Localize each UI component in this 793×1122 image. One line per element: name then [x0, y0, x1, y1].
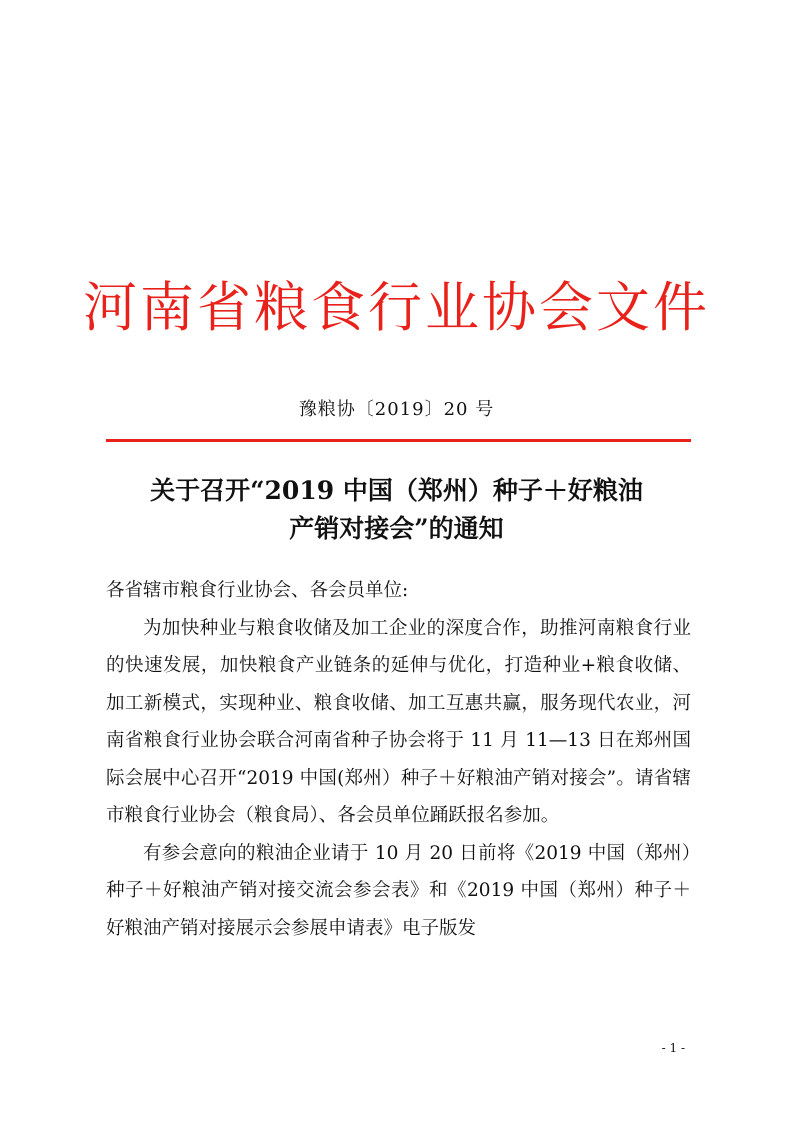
red-divider-line	[106, 439, 691, 442]
page-number: - 1 -	[661, 1041, 685, 1055]
document-header-title: 河南省粮食行业协会文件	[83, 276, 710, 339]
notice-title	[100, 472, 693, 548]
body-paragraph-1: 为加快种业与粮食收储及加工企业的深度合作，助推河南粮食行业的快速发展，加快粮食产业链条的延伸与优化，打造种业+粮食收储、加工新模式，实现种业、粮食收储、加工互惠共赢，服务现代农业，河南省粮食行业协会联合河南省种子协会将于 11 月 11—13 日在郑州国际会展中心召开“2019 中国(郑州）种子＋好粮油产销对接会”。请省辖市粮食行业协会（粮食局）、各会员单位踊跃报名参加。	[106, 617, 691, 826]
notice-body	[106, 572, 691, 947]
body-paragraph-2: 有参会意向的粮油企业请于 10 月 20 日前将《2019 中国（郑州）种子＋好粮油产销对接交流会参会表》和《2019 中国（郑州）种子＋好粮油产销对接展示会参展申请表》电子版发	[106, 842, 691, 939]
notice-title-line-1: 关于召开“2019 中国（郑州）种子＋好粮油	[150, 476, 643, 505]
document-number: 豫粮协〔2019〕20 号	[298, 399, 495, 420]
salutation: 各省辖市粮食行业协会、各会员单位:	[106, 580, 409, 601]
notice-title-line-2: 产销对接会”的通知	[289, 514, 504, 543]
